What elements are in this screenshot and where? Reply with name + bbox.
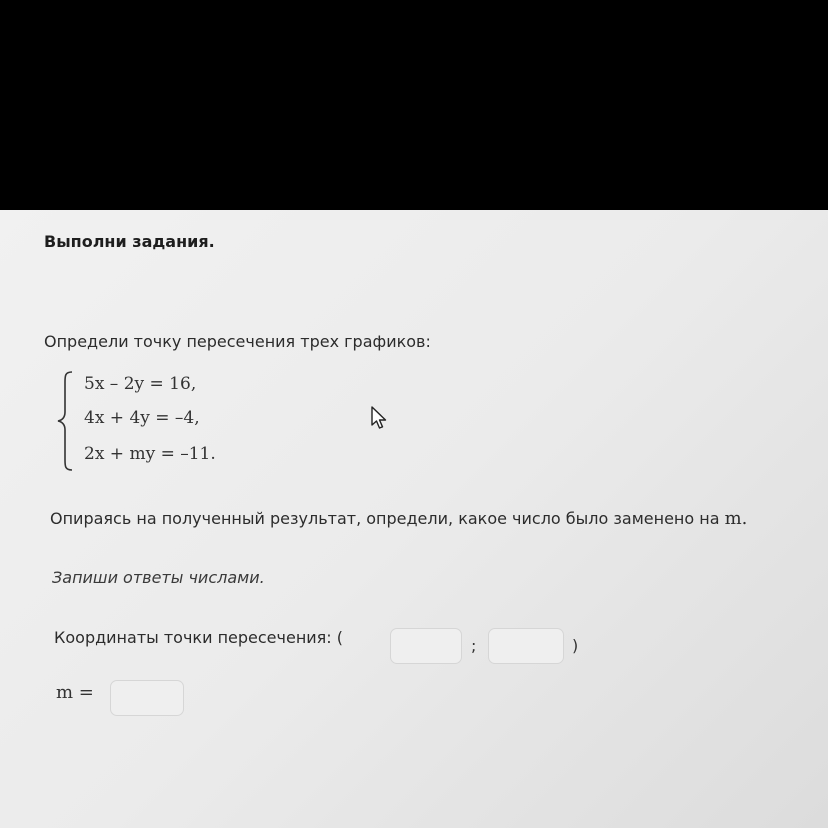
m-prompt-text: Опираясь на полученный результат, определи, какое число было заменено на: [50, 509, 725, 528]
curly-brace-icon: [56, 368, 76, 474]
intersection-prompt: Определи точку пересечения трех графиков:: [44, 332, 431, 351]
equation-2: 4x + 4y = –4,: [84, 408, 200, 428]
photo-black-bezel: [0, 0, 828, 210]
closing-parenthesis: ): [572, 636, 579, 655]
page-title: Выполни задания.: [44, 232, 215, 251]
x-coordinate-input[interactable]: [390, 628, 462, 664]
equation-system: [56, 368, 316, 474]
y-coordinate-input[interactable]: [488, 628, 564, 664]
equation-3: 2x + my = –11.: [84, 444, 216, 464]
task-panel: [0, 210, 828, 828]
answer-hint: Запиши ответы числами.: [52, 568, 265, 587]
m-prompt: [50, 508, 747, 529]
m-variable: m.: [724, 508, 748, 529]
m-value-input[interactable]: [110, 680, 184, 716]
equation-1: 5x – 2y = 16,: [84, 374, 197, 394]
m-label: m =: [56, 682, 94, 703]
coordinate-separator: ;: [471, 636, 477, 655]
mouse-pointer-icon: [370, 406, 388, 430]
coordinates-label: Координаты точки пересечения: (: [54, 628, 344, 647]
